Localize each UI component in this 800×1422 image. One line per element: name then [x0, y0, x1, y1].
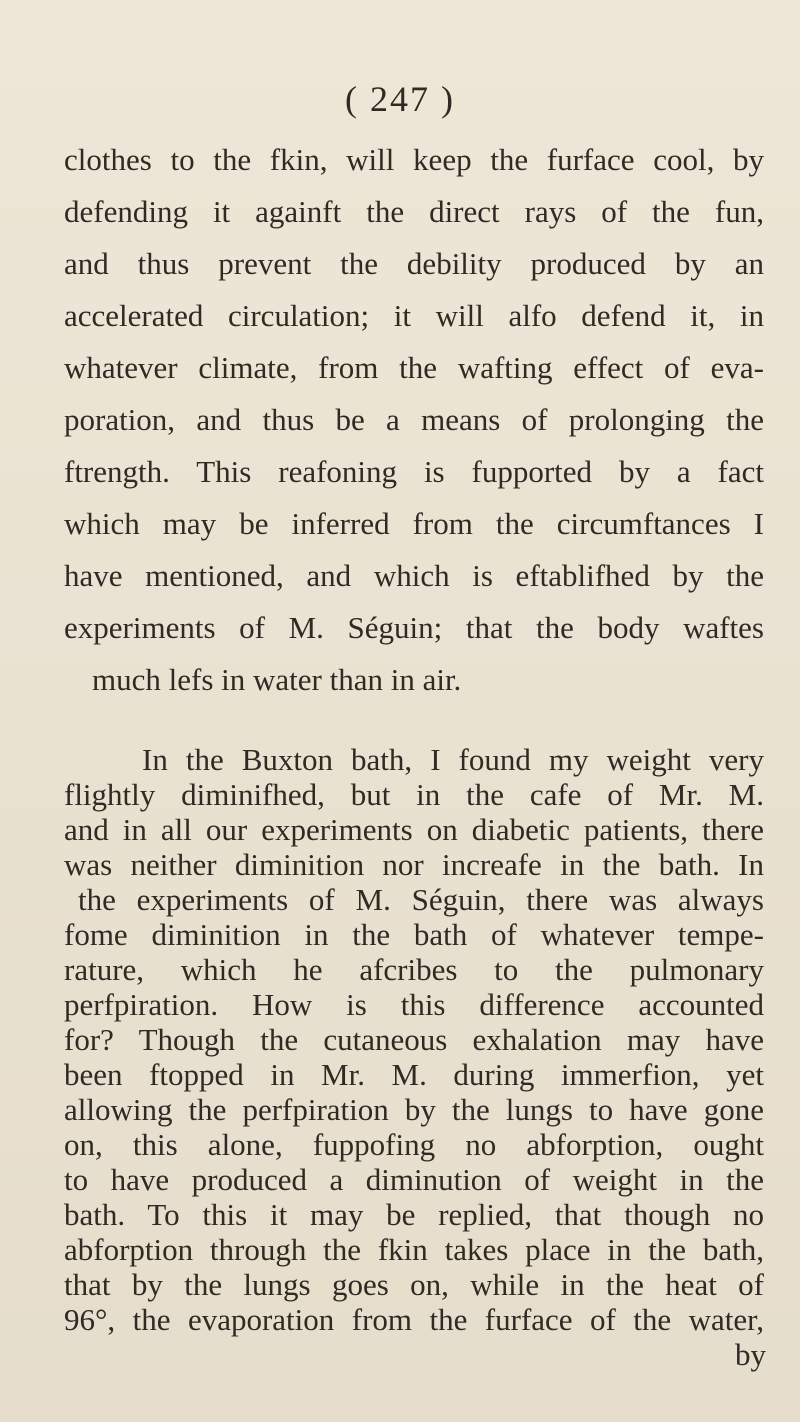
- text-line: and thus prevent the debility produced by an: [64, 246, 764, 281]
- text-line: was neither diminition nor increafe in the bath. In: [64, 847, 764, 882]
- text-line: In the Buxton bath, I found my weight very: [142, 742, 764, 777]
- text-line: abforption through the fkin takes place in the bath,: [64, 1232, 764, 1267]
- text-line: experiments of M. Séguin; that the body waftes: [64, 610, 764, 645]
- text-line: have mentioned, and which is eftablifhed by the: [64, 558, 764, 593]
- catchword: by: [735, 1337, 766, 1372]
- text-line: on, this alone, fuppofing no abforption, ought: [64, 1127, 764, 1162]
- text-line: which may be inferred from the circumftances I: [64, 506, 764, 541]
- text-line: accelerated circulation; it will alfo defend it, in: [64, 298, 764, 333]
- text-line: been ftopped in Mr. M. during immerfion, yet: [64, 1057, 764, 1092]
- text-line: whatever climate, from the wafting effect of eva-: [64, 350, 764, 385]
- text-line: ftrength. This reafoning is fupported by a fact: [64, 454, 764, 489]
- text-line: fome diminition in the bath of whatever tempe-: [64, 917, 764, 952]
- text-line: poration, and thus be a means of prolonging the: [64, 402, 764, 437]
- text-line: flightly diminifhed, but in the cafe of Mr. M.: [64, 777, 764, 812]
- text-line: that by the lungs goes on, while in the heat of: [64, 1267, 764, 1302]
- page-number: ( 247 ): [345, 79, 455, 119]
- text-line: and in all our experiments on diabetic patients, there: [64, 812, 764, 847]
- text-line: rature, which he afcribes to the pulmonary: [64, 952, 764, 987]
- text-line: perfpiration. How is this difference accounted: [64, 987, 764, 1022]
- text-line: defending it againft the direct rays of the fun,: [64, 194, 764, 229]
- text-line: bath. To this it may be replied, that though no: [64, 1197, 764, 1232]
- text-line: for? Though the cutaneous exhalation may have: [64, 1022, 764, 1057]
- text-line: clothes to the fkin, will keep the furface cool, by: [64, 142, 764, 177]
- text-line: the experiments of M. Séguin, there was always: [78, 882, 764, 917]
- text-line: allowing the perfpiration by the lungs to have gone: [64, 1092, 764, 1127]
- text-line: much lefs in water than in air.: [92, 662, 462, 697]
- text-line: 96°, the evaporation from the furface of the water,: [64, 1302, 764, 1337]
- text-line: to have produced a diminution of weight in the: [64, 1162, 764, 1197]
